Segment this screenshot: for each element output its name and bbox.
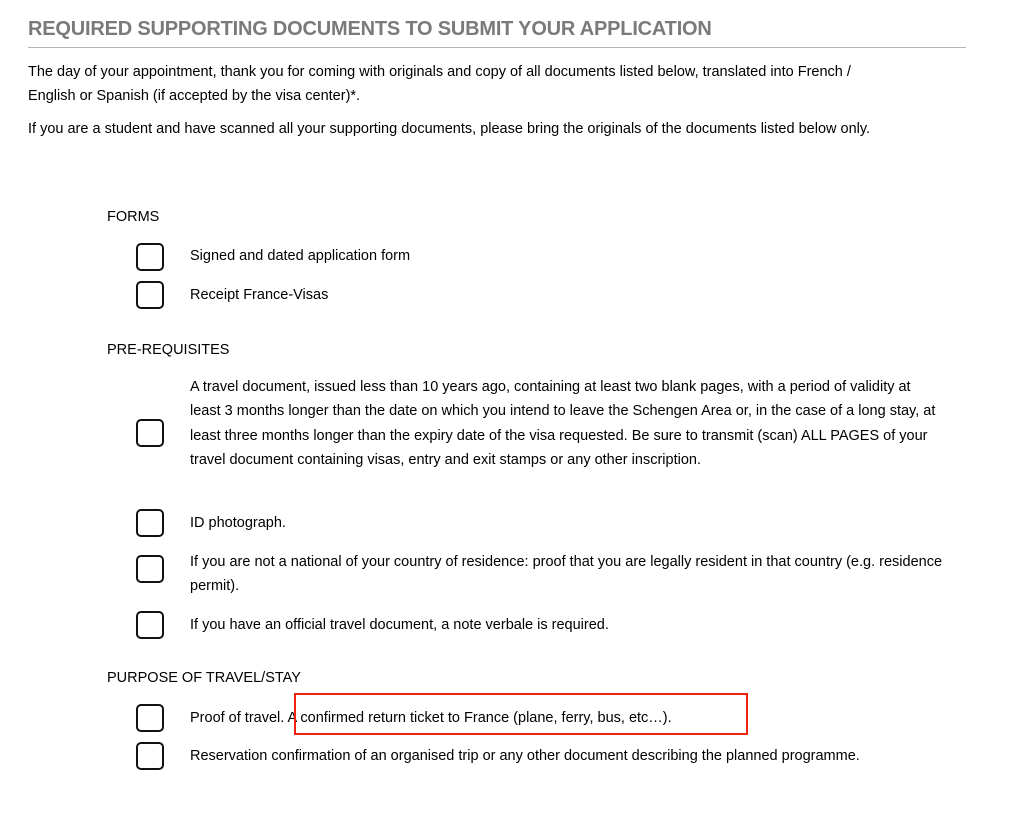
item-id-photo: ID photograph. — [190, 515, 286, 531]
item-travel-document: A travel document, issued less than 10 years ago, containing at least two blank pages, with a period of validity at least 3 months longer than the date on which you intend to leave the Schengen Area or, in the case of a long stay, at least three months longer than the expiry date of the visa requested. Be sure to transmit (scan) ALL PAGES of your travel document containing visas, entry and exit stamps or any other inscription. — [190, 379, 936, 468]
item-trip-reservation: Reservation confirmation of an organised trip or any other document describing the planned programme. — [190, 748, 860, 764]
intro-line-1: The day of your appointment, thank you for coming with originals and copy of all documents listed below, translated into French / — [28, 64, 851, 80]
checkbox-note-verbale[interactable] — [136, 611, 164, 639]
checkbox-trip-reservation[interactable] — [136, 742, 164, 770]
item-proof-of-travel: Proof of travel. A confirmed return ticket to France (plane, ferry, bus, etc…). — [190, 710, 672, 726]
intro-line-2: English or Spanish (if accepted by the visa center)*. — [28, 88, 361, 104]
item-receipt: Receipt France-Visas — [190, 287, 329, 303]
checkbox-residence-proof[interactable] — [136, 555, 164, 583]
intro-line-3: If you are a student and have scanned all your supporting documents, please bring the originals of the documents listed below only. — [28, 121, 871, 137]
checkbox-id-photo[interactable] — [136, 509, 164, 537]
checkbox-proof-of-travel[interactable] — [136, 704, 164, 732]
highlight-box — [294, 693, 748, 735]
item-residence-proof: If you are not a national of your country of residence: proof that you are legally resident in that country (e.g. residence permit). — [190, 554, 943, 595]
item-application-form: Signed and dated application form — [190, 248, 411, 264]
item-note-verbale: If you have an official travel document, a note verbale is required. — [190, 617, 609, 633]
checkbox-receipt[interactable] — [136, 281, 164, 309]
section-prerequisites-title: PRE-REQUISITES — [107, 342, 230, 358]
section-forms-title: FORMS — [107, 209, 160, 225]
checkbox-application-form[interactable] — [136, 243, 164, 271]
heading-divider — [28, 47, 966, 48]
page-heading: REQUIRED SUPPORTING DOCUMENTS TO SUBMIT YOUR APPLICATION — [28, 18, 712, 40]
checkbox-travel-document[interactable] — [136, 419, 164, 447]
section-purpose-title: PURPOSE OF TRAVEL/STAY — [107, 670, 301, 686]
